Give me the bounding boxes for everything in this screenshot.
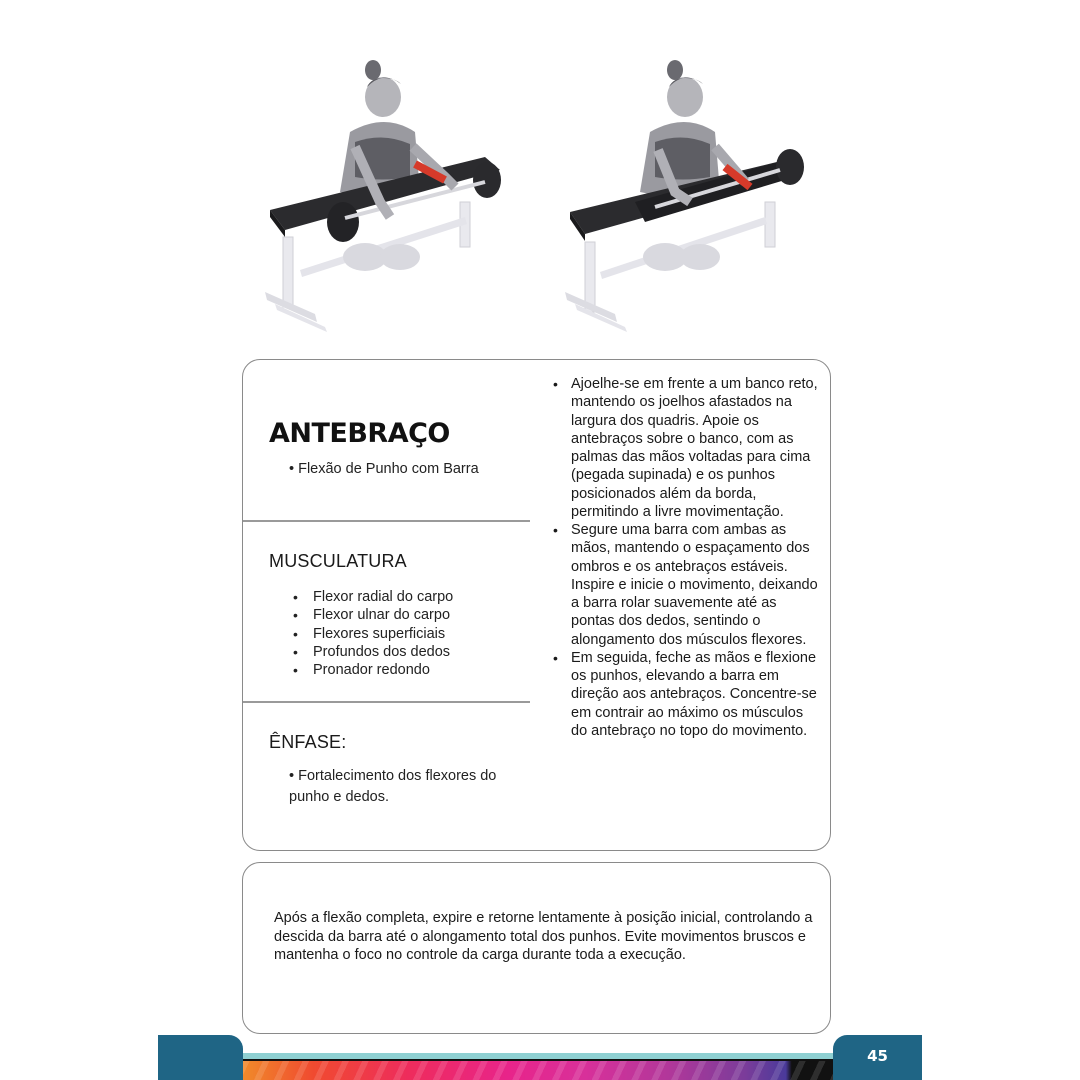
section-divider — [243, 520, 530, 522]
exercise-info-card — [242, 359, 831, 851]
muscle-list-item: • Flexor ulnar do carpo — [291, 606, 453, 624]
exercise-title: ANTEBRAÇO — [269, 418, 450, 449]
notes-text: Após a flexão completa, expire e retorne lentamente à posição inicial, controlando a descida da barra até o alongamento total dos punhos. Evite movimentos bruscos e mantenha o foco no controle da carga durante toda a execução. — [274, 910, 813, 963]
musculatura-heading: MUSCULATURA — [269, 551, 407, 571]
footer-gradient-band — [243, 1061, 833, 1080]
wrist-curl-end-figure-icon — [550, 52, 830, 342]
footer-black-line — [243, 1059, 833, 1061]
page-number-tab — [833, 1035, 922, 1080]
instruction-step: • Em seguida, feche as mãos e flexione os punhos, elevando a barra em direção aos antebraços. Concentre-se em contrair ao máximo os músculos do antebraço no topo do movimento. — [553, 649, 823, 740]
muscle-list-item: • Pronador redondo — [291, 661, 453, 679]
muscle-list-item: • Profundos dos dedos — [291, 643, 453, 661]
exercise-illustration-end — [550, 52, 830, 342]
enfase-text: • Fortalecimento dos flexores do punho e dedos. — [289, 768, 497, 805]
instruction-step: • Ajoelhe-se em frente a um banco reto, mantendo os joelhos afastados na largura dos quadris. Apoie os antebraços sobre o banco, com as palmas das mãos voltadas para cima (pegada supinada) e os punhos posicionados além da borda, permitindo a livre movimentação. — [553, 375, 823, 521]
section-divider — [243, 701, 530, 703]
wrist-curl-start-figure-icon — [255, 52, 535, 342]
exercise-subtitle: • Flexão de Punho com Barra — [289, 461, 479, 477]
muscle-list — [291, 588, 453, 679]
notes-card — [242, 862, 831, 1034]
muscle-list-item: • Flexores superficiais — [291, 625, 453, 643]
muscle-list-item: • Flexor radial do carpo — [291, 588, 453, 606]
footer-left-tab — [158, 1035, 243, 1080]
page-number: 45 — [867, 1047, 888, 1065]
instruction-step: • Segure uma barra com ambas as mãos, mantendo o espaçamento dos ombros e os antebraços estáveis. Inspire e inicie o movimento, deixando a barra rolar suavemente até as pontas dos dedos, sentindo o alongamento dos músculos flexores. — [553, 521, 823, 649]
instruction-steps — [553, 375, 823, 740]
exercise-illustration-start — [255, 52, 535, 342]
enfase-heading: ÊNFASE: — [269, 732, 347, 752]
